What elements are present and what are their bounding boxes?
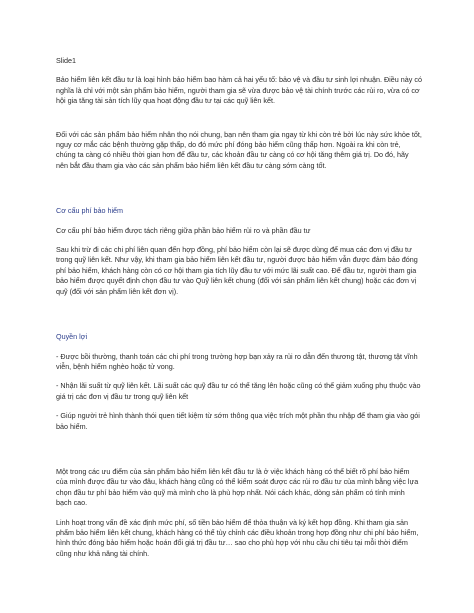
benefit-item-1: - Được bồi thường, thanh toán các chi phí trong trường hợp bạn xảy ra rủi ro dẫn đến thương tật, thương tật vĩnh viễn, bệnh hiểm nghèo hoặc tử vong. <box>56 351 418 371</box>
slide-label: Slide1 <box>56 56 76 65</box>
document-body <box>56 56 422 559</box>
fee-structure-paragraph: Sau khi trừ đi các chi phí liên quan đến hợp đồng, phí bảo hiểm còn lại sẽ được dùng để mua các đơn vị đầu tư trong quỹ liên kết. Như vậy, khi tham gia bảo hiểm liên kết đầu tư, người được bảo hiểm vẫn được đảm bảo đóng phí bảo hiểm, khách hàng còn có cơ hội tham gia tích lũy đầu tư với mức lãi suất cao. Để đầu tư, người tham gia bảo hiểm được quyết định chọn đầu tư vào Quỹ liên kết chung (đối với sản phẩm liên kết chung) hoặc các đơn vị quỹ (đối với sản phẩm liên kết đơn vị). <box>56 245 418 296</box>
benefit-item-2: - Nhận lãi suất từ quỹ liên kết. Lãi suất các quỹ đầu tư có thể tăng lên hoặc cũng có thể giảm xuống phụ thuộc vào giá trị các đơn vị đầu tư trong quỹ liên kết <box>56 381 421 401</box>
fee-structure-heading: Cơ cấu phí bảo hiểm <box>56 206 124 216</box>
intro-paragraph-2: Đối với các sản phẩm bảo hiểm nhân thọ nói chung, bạn nên tham gia ngay từ khi còn trẻ bởi lúc này sức khỏe tốt, nguy cơ mắc các bệnh thường gặp thấp, do đó mức phí đóng bảo hiểm cũng thấp hơn. Ngoài ra khi còn trẻ, chúng ta càng có nhiều thời gian hơn để đầu tư, các khoản đầu tư càng có cơ hội tăng thêm giá trị. Do đó, hãy nên bắt đầu tham gia vào các sản phẩm bảo hiểm liên kết đầu tư càng sớm càng tốt. <box>56 129 422 170</box>
intro-paragraph-1: Bảo hiểm liên kết đầu tư là loại hình bảo hiểm bao hàm cả hai yếu tố: bảo vệ và đầu tư sinh lợi nhuận. Điều này có nghĩa là chỉ với một sản phẩm bảo hiểm, người tham gia sẽ vừa được bảo vệ tài chính trước các rủi ro, vừa có cơ hội gia tăng tài sản tích lũy qua hoạt động đầu tư tại các quỹ liên kết. <box>56 75 422 106</box>
fee-structure-subheading: Cơ cấu phí bảo hiểm được tách riêng giữa phần bảo hiểm rủi ro và phần đầu tư <box>56 225 311 235</box>
advantage-paragraph: Một trong các ưu điểm của sản phẩm bảo hiểm liên kết đầu tư là ở việc khách hàng có thể biết rõ phí bảo hiểm của mình được đầu tư vào đâu, khách hàng cũng có thể kiểm soát được các rủi ro đầu tư của mình bằng việc lựa chọn đầu tư phí bảo hiểm vào quỹ mà mình cho là phù hợp nhất. Nói cách khác, dòng sản phẩm có tính minh bạch cao. <box>56 466 419 508</box>
benefit-item-3: - Giúp người trẻ hình thành thói quen tiết kiệm từ sớm thông qua việc trích một phần thu nhập để tham gia vào gói bảo hiểm. <box>56 411 420 431</box>
flexibility-paragraph: Linh hoạt trong vấn đề xác định mức phí, số tiền bảo hiểm để thỏa thuận và ký kết hợp đồng. Khi tham gia sản phẩm bảo hiểm liên kết chung, khách hàng có thể tùy chỉnh các điều khoản trong hợp đồng như chi phí bảo hiểm, hình thức đóng bảo hiểm hoặc hoán đổi giá trị đầu tư… sao cho phù hợp với nhu cầu chi tiêu tại mỗi thời điểm cũng như khả năng tài chính. <box>56 517 419 558</box>
benefits-heading: Quyền lợi <box>56 332 88 342</box>
